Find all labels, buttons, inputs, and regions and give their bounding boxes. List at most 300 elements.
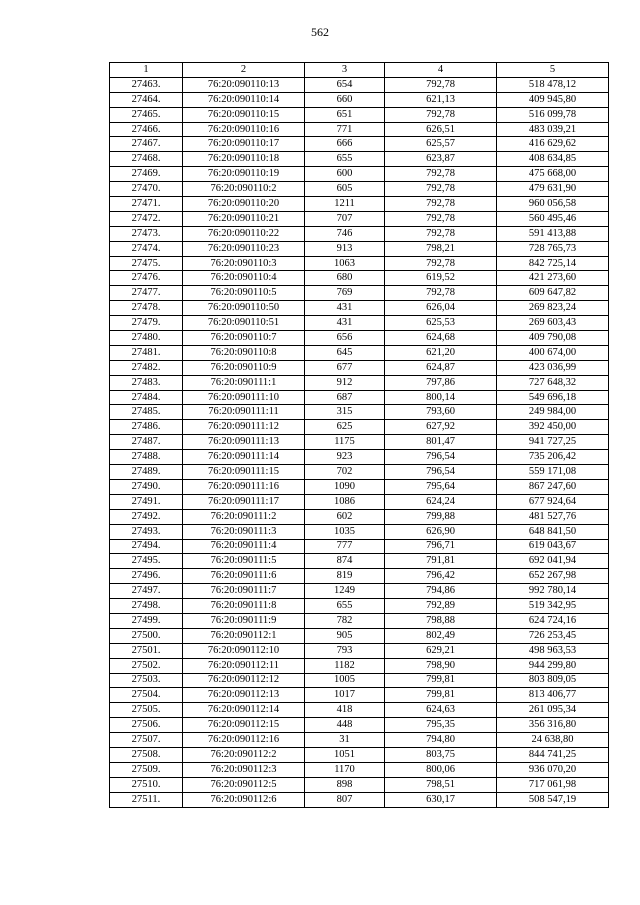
cadastral-value-table [109,62,609,808]
cell-area: 602 [305,509,385,524]
cell-cadastral-number: 76:20:090111:10 [183,390,305,405]
cell-cadastral-value: 735 206,42 [497,450,609,465]
table-row [110,316,609,331]
cell-specific-value: 792,78 [385,286,497,301]
cell-row-number: 27477. [110,286,183,301]
cell-cadastral-value: 481 527,76 [497,509,609,524]
cell-cadastral-value: 992 780,14 [497,584,609,599]
cell-row-number: 27499. [110,613,183,628]
cell-cadastral-value: 508 547,19 [497,792,609,807]
cell-cadastral-value: 842 725,14 [497,256,609,271]
cell-row-number: 27488. [110,450,183,465]
cell-cadastral-number: 76:20:090112:6 [183,792,305,807]
cell-area: 1051 [305,747,385,762]
cell-specific-value: 792,78 [385,256,497,271]
cell-specific-value: 630,17 [385,792,497,807]
table-row [110,77,609,92]
cell-cadastral-value: 844 741,25 [497,747,609,762]
cell-cadastral-number: 76:20:090112:10 [183,643,305,658]
cell-specific-value: 625,57 [385,137,497,152]
cell-cadastral-value: 479 631,90 [497,182,609,197]
table-row [110,301,609,316]
cell-area: 656 [305,331,385,346]
cell-cadastral-number: 76:20:090111:3 [183,524,305,539]
cell-cadastral-value: 560 495,46 [497,211,609,226]
cell-cadastral-value: 549 696,18 [497,390,609,405]
cell-row-number: 27478. [110,301,183,316]
cell-cadastral-value: 726 253,45 [497,628,609,643]
table-row [110,137,609,152]
cell-row-number: 27496. [110,569,183,584]
cell-row-number: 27503. [110,673,183,688]
cell-cadastral-value: 269 823,24 [497,301,609,316]
cell-cadastral-number: 76:20:090110:2 [183,182,305,197]
cell-cadastral-number: 76:20:090112:14 [183,703,305,718]
cell-row-number: 27481. [110,345,183,360]
cell-row-number: 27487. [110,435,183,450]
table-row [110,360,609,375]
cell-cadastral-number: 76:20:090110:4 [183,271,305,286]
cell-cadastral-value: 944 299,80 [497,658,609,673]
cell-cadastral-number: 76:20:090112:13 [183,688,305,703]
cell-row-number: 27480. [110,331,183,346]
cell-row-number: 27486. [110,420,183,435]
cell-specific-value: 792,78 [385,211,497,226]
cell-cadastral-value: 24 638,80 [497,733,609,748]
cell-cadastral-number: 76:20:090111:15 [183,465,305,480]
cell-area: 1005 [305,673,385,688]
table-row [110,435,609,450]
cell-specific-value: 621,13 [385,92,497,107]
cell-area: 660 [305,92,385,107]
table-row [110,450,609,465]
cell-cadastral-number: 76:20:090110:15 [183,107,305,122]
cell-cadastral-value: 416 629,62 [497,137,609,152]
cell-row-number: 27505. [110,703,183,718]
cell-specific-value: 629,21 [385,643,497,658]
cell-area: 771 [305,122,385,137]
cell-cadastral-number: 76:20:090111:11 [183,405,305,420]
cell-cadastral-value: 421 273,60 [497,271,609,286]
cell-cadastral-value: 519 342,95 [497,599,609,614]
cell-cadastral-number: 76:20:090111:14 [183,450,305,465]
cell-cadastral-value: 518 478,12 [497,77,609,92]
cell-cadastral-number: 76:20:090110:51 [183,316,305,331]
table-row [110,584,609,599]
table-row [110,465,609,480]
cell-specific-value: 795,35 [385,718,497,733]
cell-row-number: 27510. [110,777,183,792]
cell-area: 777 [305,539,385,554]
cell-row-number: 27472. [110,211,183,226]
cell-row-number: 27491. [110,494,183,509]
table-row [110,673,609,688]
cell-row-number: 27485. [110,405,183,420]
cell-row-number: 27463. [110,77,183,92]
cell-specific-value: 800,06 [385,762,497,777]
cell-cadastral-number: 76:20:090110:22 [183,226,305,241]
cell-cadastral-value: 559 171,08 [497,465,609,480]
cell-area: 898 [305,777,385,792]
cell-row-number: 27501. [110,643,183,658]
cell-cadastral-number: 76:20:090110:20 [183,197,305,212]
cell-cadastral-value: 409 790,08 [497,331,609,346]
table-row [110,777,609,792]
cell-area: 431 [305,316,385,331]
table-row [110,241,609,256]
cell-cadastral-value: 409 945,80 [497,92,609,107]
header-cell-5: 5 [497,63,609,78]
cell-cadastral-value: 677 924,64 [497,494,609,509]
table-row [110,197,609,212]
cell-cadastral-number: 76:20:090110:21 [183,211,305,226]
cell-cadastral-value: 619 043,67 [497,539,609,554]
cell-specific-value: 626,51 [385,122,497,137]
cell-cadastral-number: 76:20:090110:7 [183,331,305,346]
cell-row-number: 27473. [110,226,183,241]
cell-specific-value: 792,78 [385,182,497,197]
cell-row-number: 27508. [110,747,183,762]
cell-specific-value: 795,64 [385,479,497,494]
cell-cadastral-number: 76:20:090112:3 [183,762,305,777]
cell-specific-value: 623,87 [385,152,497,167]
table-row [110,182,609,197]
cell-specific-value: 796,54 [385,465,497,480]
cell-area: 702 [305,465,385,480]
cell-area: 600 [305,167,385,182]
table-row [110,569,609,584]
cell-cadastral-value: 648 841,50 [497,524,609,539]
cell-row-number: 27509. [110,762,183,777]
table-row [110,524,609,539]
cell-cadastral-value: 941 727,25 [497,435,609,450]
cell-specific-value: 792,89 [385,599,497,614]
header-cell-2: 2 [183,63,305,78]
table-row [110,331,609,346]
table-row [110,613,609,628]
cell-area: 31 [305,733,385,748]
cell-specific-value: 801,47 [385,435,497,450]
cell-cadastral-value: 591 413,88 [497,226,609,241]
cell-row-number: 27506. [110,718,183,733]
table-row [110,509,609,524]
cell-cadastral-number: 76:20:090111:5 [183,554,305,569]
cell-cadastral-number: 76:20:090111:9 [183,613,305,628]
cell-cadastral-value: 516 099,78 [497,107,609,122]
cell-area: 680 [305,271,385,286]
cell-cadastral-number: 76:20:090111:6 [183,569,305,584]
cell-row-number: 27468. [110,152,183,167]
cell-area: 746 [305,226,385,241]
cell-cadastral-number: 76:20:090112:16 [183,733,305,748]
cell-area: 793 [305,643,385,658]
cell-area: 655 [305,599,385,614]
header-cell-4: 4 [385,63,497,78]
cell-cadastral-number: 76:20:090110:50 [183,301,305,316]
cell-row-number: 27502. [110,658,183,673]
cell-row-number: 27500. [110,628,183,643]
table-row [110,599,609,614]
cell-cadastral-number: 76:20:090111:4 [183,539,305,554]
cell-area: 1063 [305,256,385,271]
header-cell-3: 3 [305,63,385,78]
cell-area: 819 [305,569,385,584]
cell-cadastral-value: 483 039,21 [497,122,609,137]
cell-cadastral-number: 76:20:090110:16 [183,122,305,137]
cell-row-number: 27474. [110,241,183,256]
cell-area: 1090 [305,479,385,494]
cell-area: 677 [305,360,385,375]
table-row [110,286,609,301]
table-row [110,107,609,122]
cell-specific-value: 799,81 [385,688,497,703]
cell-area: 769 [305,286,385,301]
cell-specific-value: 796,42 [385,569,497,584]
cell-specific-value: 624,24 [385,494,497,509]
table-row [110,628,609,643]
cell-area: 1086 [305,494,385,509]
cell-area: 654 [305,77,385,92]
cell-specific-value: 798,88 [385,613,497,628]
cell-specific-value: 799,81 [385,673,497,688]
table-row [110,167,609,182]
cell-area: 1249 [305,584,385,599]
table-row [110,762,609,777]
cell-row-number: 27497. [110,584,183,599]
cell-cadastral-value: 261 095,34 [497,703,609,718]
cell-specific-value: 794,86 [385,584,497,599]
cell-cadastral-number: 76:20:090110:8 [183,345,305,360]
cell-area: 645 [305,345,385,360]
cell-row-number: 27492. [110,509,183,524]
cell-cadastral-value: 803 809,05 [497,673,609,688]
cell-row-number: 27484. [110,390,183,405]
cell-row-number: 27507. [110,733,183,748]
cell-row-number: 27498. [110,599,183,614]
cell-area: 807 [305,792,385,807]
cell-row-number: 27466. [110,122,183,137]
cell-cadastral-value: 269 603,43 [497,316,609,331]
cell-cadastral-value: 960 056,58 [497,197,609,212]
cell-area: 625 [305,420,385,435]
cell-cadastral-number: 76:20:090110:14 [183,92,305,107]
cell-specific-value: 792,78 [385,197,497,212]
cell-area: 912 [305,375,385,390]
cell-area: 315 [305,405,385,420]
table-row [110,539,609,554]
cell-cadastral-value: 423 036,99 [497,360,609,375]
cell-area: 418 [305,703,385,718]
cell-cadastral-number: 76:20:090112:2 [183,747,305,762]
cell-area: 923 [305,450,385,465]
cell-area: 1175 [305,435,385,450]
cell-cadastral-number: 76:20:090112:12 [183,673,305,688]
cell-cadastral-number: 76:20:090110:3 [183,256,305,271]
cell-row-number: 27511. [110,792,183,807]
cell-cadastral-value: 498 963,53 [497,643,609,658]
table-row [110,256,609,271]
table-row [110,554,609,569]
cell-area: 1035 [305,524,385,539]
cell-area: 687 [305,390,385,405]
cell-area: 1170 [305,762,385,777]
cell-cadastral-value: 624 724,16 [497,613,609,628]
cell-specific-value: 799,88 [385,509,497,524]
cell-row-number: 27476. [110,271,183,286]
table-row [110,747,609,762]
table-row [110,658,609,673]
table-row [110,92,609,107]
table-row [110,420,609,435]
cell-cadastral-number: 76:20:090110:23 [183,241,305,256]
cell-row-number: 27494. [110,539,183,554]
cell-row-number: 27475. [110,256,183,271]
cell-specific-value: 624,87 [385,360,497,375]
table-row [110,703,609,718]
cell-cadastral-value: 728 765,73 [497,241,609,256]
table-row [110,688,609,703]
cell-cadastral-value: 356 316,80 [497,718,609,733]
table-row [110,122,609,137]
cell-cadastral-value: 867 247,60 [497,479,609,494]
cell-cadastral-value: 609 647,82 [497,286,609,301]
table-row [110,226,609,241]
cell-area: 1017 [305,688,385,703]
cell-row-number: 27469. [110,167,183,182]
header-row [110,63,609,78]
table-row [110,643,609,658]
cell-cadastral-number: 76:20:090110:18 [183,152,305,167]
cell-specific-value: 626,04 [385,301,497,316]
cell-row-number: 27482. [110,360,183,375]
table-row [110,390,609,405]
cell-row-number: 27495. [110,554,183,569]
cell-cadastral-number: 76:20:090112:5 [183,777,305,792]
cell-row-number: 27479. [110,316,183,331]
cell-area: 782 [305,613,385,628]
page-number: 562 [311,25,329,39]
cell-area: 874 [305,554,385,569]
cell-specific-value: 792,78 [385,226,497,241]
cell-cadastral-value: 408 634,85 [497,152,609,167]
cell-specific-value: 621,20 [385,345,497,360]
cell-specific-value: 802,49 [385,628,497,643]
cell-cadastral-number: 76:20:090110:19 [183,167,305,182]
cell-row-number: 27470. [110,182,183,197]
cell-area: 1182 [305,658,385,673]
cell-cadastral-number: 76:20:090110:13 [183,77,305,92]
cell-cadastral-number: 76:20:090111:8 [183,599,305,614]
header-cell-1: 1 [110,63,183,78]
cell-cadastral-value: 400 674,00 [497,345,609,360]
cell-specific-value: 619,52 [385,271,497,286]
cell-specific-value: 797,86 [385,375,497,390]
cell-specific-value: 798,51 [385,777,497,792]
cell-cadastral-number: 76:20:090111:12 [183,420,305,435]
cell-area: 605 [305,182,385,197]
cell-specific-value: 796,71 [385,539,497,554]
cell-specific-value: 624,63 [385,703,497,718]
cell-specific-value: 626,90 [385,524,497,539]
table-row [110,271,609,286]
cell-row-number: 27504. [110,688,183,703]
cell-specific-value: 793,60 [385,405,497,420]
cell-area: 655 [305,152,385,167]
cell-row-number: 27490. [110,479,183,494]
cell-row-number: 27465. [110,107,183,122]
cell-cadastral-number: 76:20:090111:13 [183,435,305,450]
table-row [110,479,609,494]
cell-specific-value: 791,81 [385,554,497,569]
cell-cadastral-number: 76:20:090110:5 [183,286,305,301]
cell-cadastral-value: 717 061,98 [497,777,609,792]
cell-specific-value: 794,80 [385,733,497,748]
cell-area: 651 [305,107,385,122]
cell-cadastral-value: 652 267,98 [497,569,609,584]
cell-cadastral-number: 76:20:090110:17 [183,137,305,152]
cell-row-number: 27493. [110,524,183,539]
cell-specific-value: 800,14 [385,390,497,405]
cell-specific-value: 792,78 [385,77,497,92]
cell-specific-value: 625,53 [385,316,497,331]
cell-cadastral-number: 76:20:090111:7 [183,584,305,599]
cell-specific-value: 627,92 [385,420,497,435]
table-header [110,63,609,78]
cell-cadastral-number: 76:20:090111:2 [183,509,305,524]
table-row [110,345,609,360]
cell-row-number: 27464. [110,92,183,107]
cell-cadastral-value: 692 041,94 [497,554,609,569]
cell-area: 905 [305,628,385,643]
cell-row-number: 27471. [110,197,183,212]
cell-cadastral-value: 936 070,20 [497,762,609,777]
cell-cadastral-number: 76:20:090112:15 [183,718,305,733]
table-row [110,152,609,167]
cell-specific-value: 798,90 [385,658,497,673]
cell-cadastral-value: 813 406,77 [497,688,609,703]
cell-cadastral-number: 76:20:090111:1 [183,375,305,390]
cell-area: 707 [305,211,385,226]
cell-cadastral-number: 76:20:090112:1 [183,628,305,643]
cell-area: 431 [305,301,385,316]
cell-row-number: 27467. [110,137,183,152]
table-row [110,733,609,748]
table-row [110,494,609,509]
cell-cadastral-number: 76:20:090112:11 [183,658,305,673]
cell-cadastral-value: 249 984,00 [497,405,609,420]
cell-area: 666 [305,137,385,152]
cell-cadastral-number: 76:20:090111:17 [183,494,305,509]
cell-area: 913 [305,241,385,256]
cell-specific-value: 803,75 [385,747,497,762]
cell-specific-value: 798,21 [385,241,497,256]
cell-cadastral-number: 76:20:090111:16 [183,479,305,494]
cell-cadastral-value: 727 648,32 [497,375,609,390]
table-row [110,718,609,733]
cell-area: 1211 [305,197,385,212]
cell-specific-value: 792,78 [385,107,497,122]
cell-area: 448 [305,718,385,733]
table-body [110,77,609,807]
cell-cadastral-value: 475 668,00 [497,167,609,182]
cell-row-number: 27483. [110,375,183,390]
cell-specific-value: 796,54 [385,450,497,465]
table-row [110,211,609,226]
table-row [110,375,609,390]
cell-cadastral-value: 392 450,00 [497,420,609,435]
cell-row-number: 27489. [110,465,183,480]
table-row [110,792,609,807]
